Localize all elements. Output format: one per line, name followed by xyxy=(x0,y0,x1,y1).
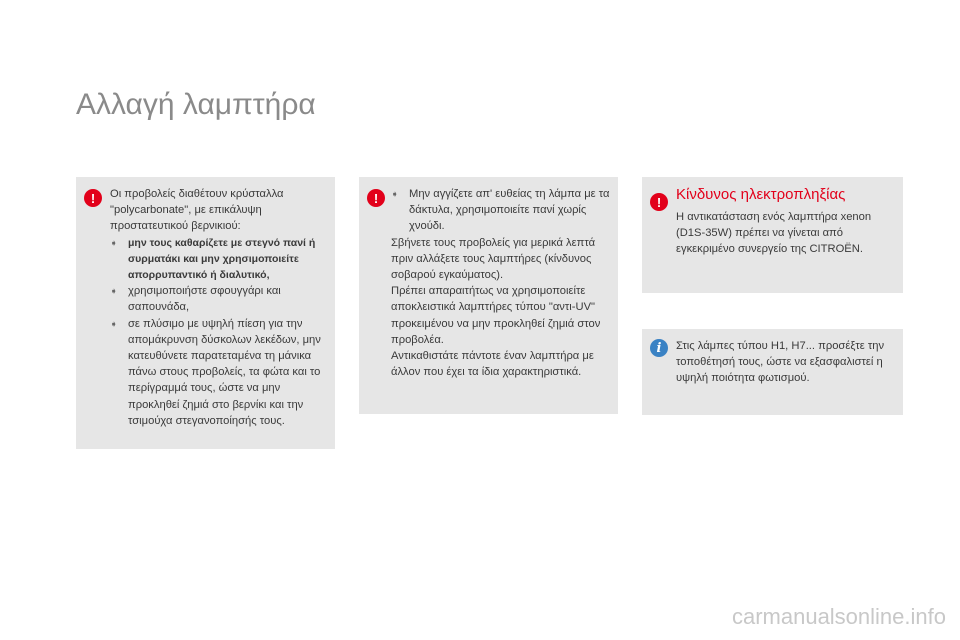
watermark: carmanualsonline.info xyxy=(731,604,946,629)
bullet-arrow-icon: ➧ xyxy=(110,237,118,248)
list-item xyxy=(110,316,325,429)
box-text: Η αντικατάσταση ενός λαμπτήρα xenon (D1S-35W) πρέπει να γίνεται από εγκεκριμένο συνεργείο της CITROËN. xyxy=(676,211,872,256)
box-text: Στις λάμπες τύπου H1, H7... προσέξτε την τοποθέτησή τους, ώστε να εξασφαλιστεί η υψηλή ποιότητα φωτισμού. xyxy=(676,340,885,385)
warning-icon: ! xyxy=(650,193,668,211)
bullet-arrow-icon: ➧ xyxy=(391,189,399,199)
list-item-text: Μην αγγίζετε απ' ευθείας τη λάμπα με τα δάκτυλα, χρησιμοποιείτε πανί χωρίς χνούδι. xyxy=(409,188,610,233)
list-item-text: χρησιμοποιήστε σφουγγάρι και σαπουνάδα, xyxy=(128,285,281,314)
paragraph: Πρέπει απαραιτήτως να χρησιμοποιείτε αποκλειστικά λαμπτήρες τύπου "αντι-UV" προκειμένου να μην προκληθεί ζημιά στον προβολέα. xyxy=(391,285,601,346)
warning-box-electric-shock xyxy=(642,177,903,293)
paragraph: Σβήνετε τους προβολείς για μερικά λεπτά πριν αλλάξετε τους λαμπτήρες (κίνδυνος σοβαρού εγκαύματος). xyxy=(391,236,596,282)
warning-box-bulb-handling xyxy=(359,177,618,414)
list-item xyxy=(391,186,610,235)
list-item-text: σε πλύσιμο με υψηλή πίεση για την απομάκρυνση δύσκολων λεκέδων, μην κατευθύνετε παρατεταμένα τη μάνικα πάνω στους προβολείς, τα φώτα και το περίγραμμά τους, ώστε να μην προκληθεί ζημιά στο βερνίκι και την τσιμούχα στεγανοποίησής τους. xyxy=(128,317,321,427)
bullet-arrow-icon: ➧ xyxy=(110,286,118,297)
paragraph: Αντικαθιστάτε πάντοτε έναν λαμπτήρα με άλλον που έχει τα ίδια χαρακτηριστικά. xyxy=(391,350,594,379)
box-text xyxy=(391,186,610,380)
intro-text: Οι προβολείς διαθέτουν κρύσταλλα "polycarbonate", με επικάλυψη προστατευτικού βερνικιού: xyxy=(110,188,284,233)
box-title: Κίνδυνος ηλεκτροπληξίας xyxy=(676,186,846,203)
list-item-text: μην τους καθαρίζετε με στεγνό πανί ή συρματάκι και μην χρησιμοποιείτε απορρυπαντικό ή διαλυτικό, xyxy=(128,236,316,282)
info-box-bulb-fitting xyxy=(642,329,903,415)
warning-icon: ! xyxy=(367,189,385,207)
list-item xyxy=(110,235,325,284)
list-item xyxy=(110,283,325,315)
bullet-arrow-icon: ➧ xyxy=(110,318,118,329)
page-title: Αλλαγή λαμπτήρα xyxy=(76,88,316,121)
box-text xyxy=(110,186,325,429)
warning-box-headlamp-care xyxy=(76,177,335,449)
info-icon: i xyxy=(650,339,668,357)
warning-icon: ! xyxy=(84,189,102,207)
